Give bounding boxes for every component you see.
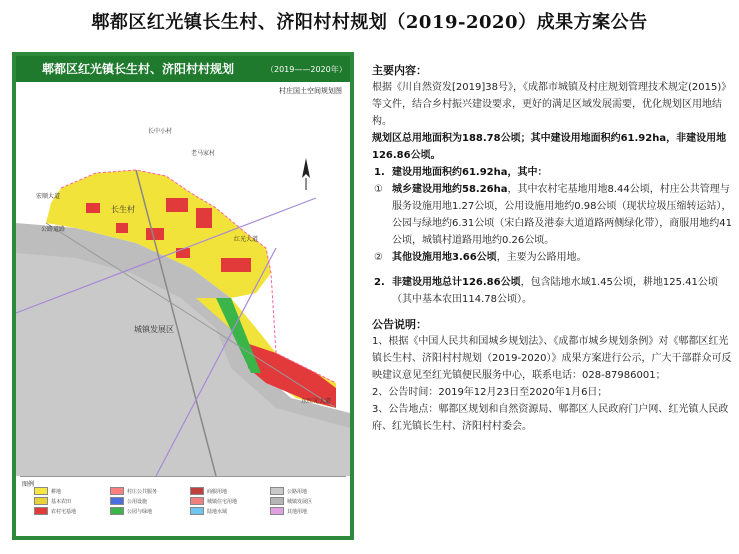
- content-panel: [372, 62, 732, 435]
- map-label-chengzhen: 城镇发展区: [134, 325, 174, 334]
- residential-block: [221, 258, 251, 272]
- legend-item: [34, 507, 76, 515]
- notice-1: 1、根据《中国人民共和国城乡规划法》、《成都市城乡规划条例》对《郫都区红光镇长生村、济阳村村规划（2019-2020）》成果方案进行公示，广大干部群众可反映建议意见至红光镇便民服务中心，联系电话：028-87986001；: [372, 336, 732, 381]
- legend-label: 城镇发展区: [287, 498, 313, 505]
- planning-map: [12, 52, 354, 540]
- legend-item: [270, 497, 312, 505]
- residential-block: [86, 203, 100, 213]
- legend-item: [190, 487, 227, 495]
- legend-item: [110, 497, 147, 505]
- main-heading: 主要内容：: [372, 64, 427, 77]
- map-label-changsheng: 长生村: [111, 205, 135, 214]
- legend-label: 城镇住宅用地: [207, 498, 238, 505]
- map-label-l1: 长中小村: [148, 128, 173, 135]
- legend-item: [110, 507, 152, 515]
- legend-item: [34, 487, 61, 495]
- legend-item: [270, 507, 307, 515]
- sub-item-1-number: ①: [374, 184, 383, 195]
- legend-label: 耕地: [51, 488, 62, 495]
- legend-item: [110, 487, 157, 495]
- legend-label: 公园与绿地: [127, 508, 153, 515]
- legend-label: 农村宅基地: [51, 508, 77, 515]
- residential-block: [196, 208, 212, 228]
- north-arrow-icon: [302, 158, 310, 190]
- map-inner: [16, 56, 350, 536]
- sub-item-1-bold: 城乡建设用地约58.26ha: [392, 184, 508, 195]
- map-header-years: （2019——2020年）: [266, 65, 347, 74]
- residential-block: [166, 198, 188, 212]
- item-2-text: ，包含陆地水域1.45公顷，耕地125.41公顷（其中基本农田114.78公顷）。: [392, 277, 718, 305]
- map-drawing: [16, 98, 350, 476]
- sub-item-1-text: ，其中农村宅基地用地8.44公顷，村庄公共管理与服务设施用地1.27公顷，公用设施用地约0.98公顷（现状垃圾压缩转运站），公园与绿地约6.31公顷（宋白路及港泰大道道路两侧绿化带），商服用地约41公顷，城镇村道路用地约0.26公顷。: [392, 184, 732, 246]
- residential-block: [146, 228, 164, 240]
- legend-item: [34, 497, 71, 505]
- legend-label: 基本农田: [51, 498, 72, 505]
- map-label-l2: 老马家村: [191, 150, 216, 157]
- legend-item: [190, 507, 227, 515]
- map-label-l6: 东红光大道: [301, 398, 332, 405]
- sub-item-2: [372, 249, 732, 266]
- map-header-title: 郫都区红光镇长生村、济阳村村规划: [42, 62, 235, 76]
- item-2: [372, 274, 732, 308]
- map-legend: [20, 476, 346, 533]
- legend-label: 公用设施: [127, 498, 148, 505]
- item-1: [372, 164, 732, 181]
- page-title: 郫都区红光镇长生村、济阳村村规划（2019-2020）成果方案公告: [91, 12, 648, 33]
- notice-heading: 公告说明：: [372, 318, 427, 331]
- map-label-l5: 红光大道: [234, 236, 259, 243]
- map-label-l3: 宏顺大道: [36, 193, 61, 200]
- legend-label: 商服用地: [207, 488, 228, 495]
- legend-label: 陆地水域: [207, 508, 228, 515]
- sub-item-2-text: ，主要为公路用地。: [496, 252, 587, 263]
- residential-block: [116, 223, 128, 233]
- item-2-bold: 非建设用地总计126.86公顷: [392, 277, 521, 288]
- area-summary: 规划区总用地面积为188.78公顷；其中建设用地面积约61.92ha，非建设用地126.86公顷。: [372, 133, 727, 161]
- legend-label: 公路用地: [287, 488, 308, 495]
- sub-item-1: [372, 181, 732, 249]
- sub-item-2-number: ②: [374, 252, 383, 263]
- notice-2: 2、公告时间：2019年12月23日至2020年1月6日；: [372, 387, 608, 398]
- map-label-l4: 公路道路: [41, 226, 66, 233]
- item-1-number: 1.: [374, 167, 385, 178]
- map-header: [16, 56, 350, 82]
- legend-title: 图例: [22, 481, 35, 488]
- legend-item: [270, 487, 307, 495]
- sub-item-2-bold: 其他设施用地3.66公顷: [392, 252, 497, 263]
- legend-label: 其他用地: [287, 508, 308, 515]
- main-paragraph: 根据《川自然资发[2019]38号》，《成都市城镇及村庄规划管理技术规定(2015)》等文件，结合乡村振兴建设要求，更好的满足区域发展需要，优化规划区用地结构。: [372, 82, 732, 127]
- legend-label: 村庄公共服务: [127, 488, 158, 495]
- notice-3: 3、公告地点：郫都区规划和自然资源局、郫都区人民政府门户网、红光镇人民政府、红光镇长生村、济阳村村委会。: [372, 404, 729, 432]
- item-1-title: 建设用地面积约61.92ha，其中：: [392, 167, 548, 178]
- map-subtitle: 村庄国土空间规划图: [279, 87, 342, 95]
- legend-item: [190, 497, 237, 505]
- item-2-number: 2.: [374, 277, 385, 288]
